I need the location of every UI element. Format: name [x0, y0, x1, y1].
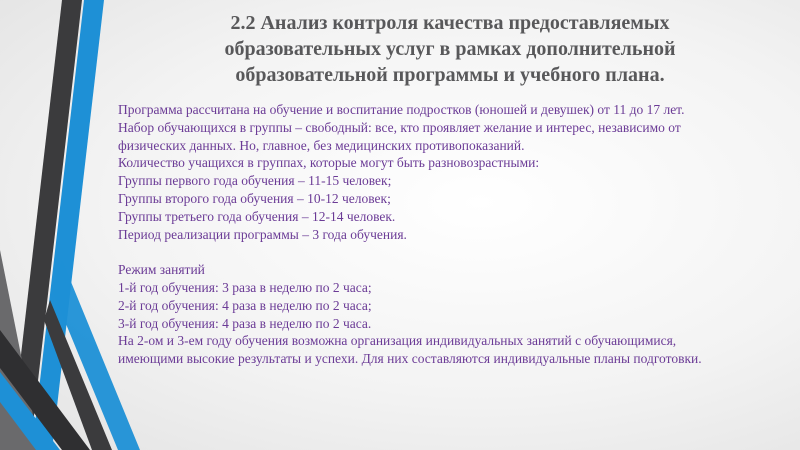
- body-line: 2-й год обучения: 4 раза в неделю по 2 часа;: [118, 297, 372, 313]
- body-line: Группы третьего года обучения – 12-14 человек.: [118, 208, 396, 224]
- body-line: Набор обучающихся в группы – свободный: все, кто проявляет желание и интерес, независимо от: [118, 119, 681, 135]
- body-line: Программа рассчитана на обучение и воспитание подростков (юношей и девушек) от 11 до 17 лет.: [118, 102, 685, 117]
- slide-body: [118, 101, 788, 368]
- slide-title: 2.2 Анализ контроля качества предоставляемых образовательных услуг в рамках дополнительной образовательной программы и учебного плана.: [224, 12, 676, 86]
- body-line: На 2-ом и 3-ем году обучения возможна организация индивидуальных занятий с обучающимися,: [118, 333, 677, 349]
- body-line: имеющими высокие результаты и успехи. Для них составляются индивидуальные планы подготовки.: [118, 351, 702, 367]
- body-line: физических данных. Но, главное, без медицинских противопоказаний.: [118, 137, 525, 153]
- body-line: 1-й год обучения: 3 раза в неделю по 2 часа;: [118, 279, 372, 295]
- schedule-heading: Режим занятий: [118, 262, 205, 278]
- body-line: Группы первого года обучения – 11-15 человек;: [118, 173, 392, 189]
- body-line: Количество учащихся в группах, которые могут быть разновозрастными:: [118, 155, 540, 171]
- body-line: Период реализации программы – 3 года обучения.: [118, 226, 407, 242]
- blank-line: [118, 243, 788, 261]
- body-line: 3-й год обучения: 4 раза в неделю по 2 часа.: [118, 315, 372, 331]
- body-line: Группы второго года обучения – 10-12 человек;: [118, 190, 391, 206]
